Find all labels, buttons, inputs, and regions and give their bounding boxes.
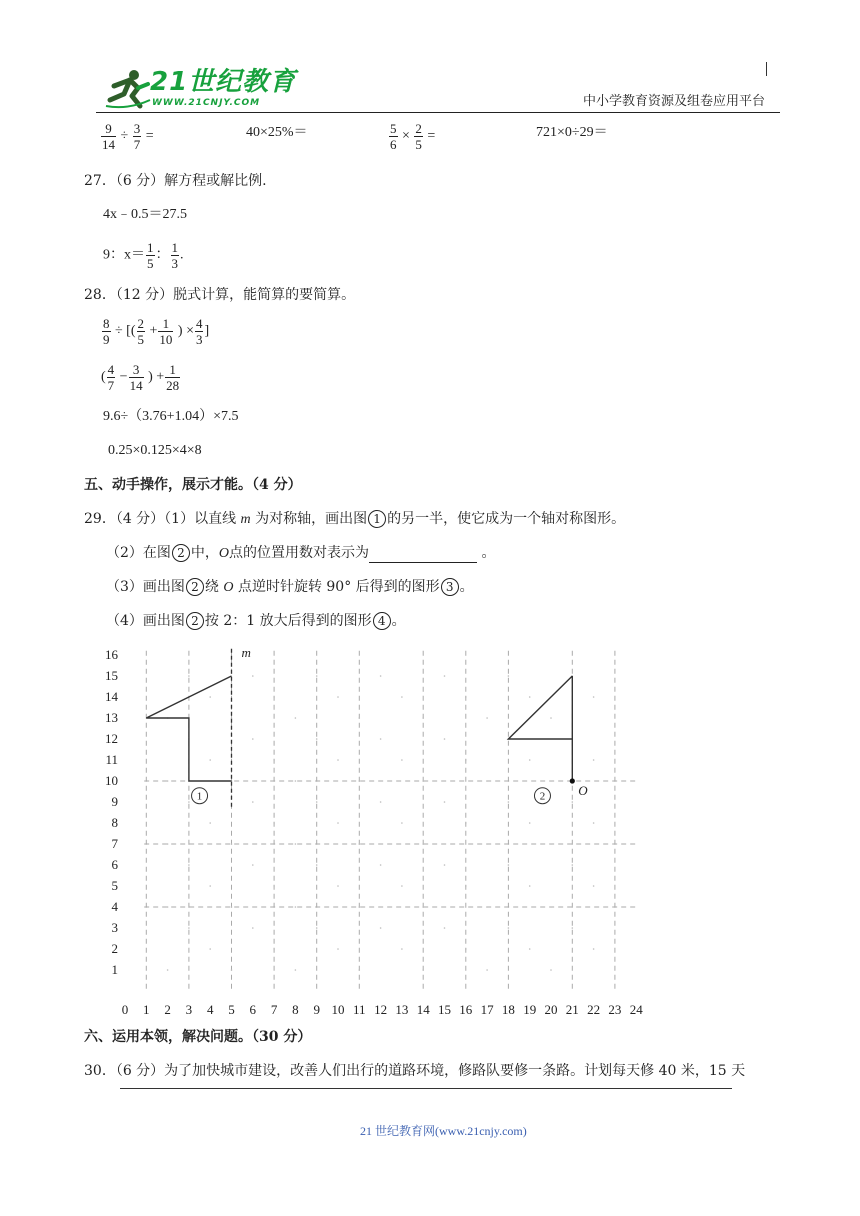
q30-text: 30．（6 分）为了加快城市建设，改善人们出行的道路环境，修路队要修一条路。计划每天修 40 米，15 天: [84, 1063, 746, 1079]
grid-dot: [465, 885, 467, 887]
section-5-title: 五、动手操作，展示才能。（4 分）: [84, 477, 302, 493]
grid-dot: [209, 885, 211, 887]
grid-dot: [252, 738, 254, 740]
grid-dot: [529, 885, 531, 887]
x-tick-label: 22: [587, 1002, 601, 1017]
y-tick-label: 9: [111, 794, 118, 809]
grid-dot: [422, 780, 424, 782]
grid-dot: [209, 759, 211, 761]
x-tick-label: 18: [501, 1002, 515, 1017]
x-tick-label: 1: [143, 1002, 150, 1017]
grid-dot: [380, 801, 382, 803]
x-tick-label: 9: [313, 1002, 320, 1017]
grid-dot: [337, 948, 339, 950]
y-tick-label: 7: [111, 836, 118, 851]
x-tick-label: 12: [374, 1002, 388, 1017]
grid-dot: [359, 906, 361, 908]
y-tick-label: 5: [111, 878, 118, 893]
q27-equation-2: 9：x＝ $\frac{1}{5}$ ： $\frac{1}{3}$ .: [103, 240, 184, 271]
grid-dot: [444, 675, 446, 677]
y-tick-label: 14: [105, 689, 118, 704]
grid-dot: [529, 759, 531, 761]
runner-logo-icon: [104, 66, 152, 110]
x-tick-label: 6: [249, 1002, 257, 1017]
grid-dot: [529, 696, 531, 698]
grid-dot: [316, 738, 318, 740]
grid-dot: [295, 969, 297, 971]
answer-blank[interactable]: [369, 548, 477, 563]
grid-dot: [550, 843, 552, 845]
point-o: [570, 778, 575, 783]
grid-dot: [167, 780, 169, 782]
grid-dot: [508, 864, 510, 866]
grid-dot: [486, 717, 488, 719]
x-tick-label: 20: [544, 1002, 558, 1017]
q28-expression-4: 0.25×0.125×4×8: [108, 443, 202, 458]
x-tick-label: 19: [523, 1002, 537, 1017]
q29-part-1: 29．（4 分）（1）以直线 m 为对称轴，画出图 1 的另一半，使它成为一个轴对称图形。: [84, 511, 626, 527]
y-tick-label: 11: [105, 752, 118, 767]
q29-part-2: （2）在图 2 中，O点的位置用数对表示为 。: [106, 545, 496, 561]
q27-title: 27．（6 分）解方程或解比例.: [84, 173, 267, 189]
grid-dot: [401, 822, 403, 824]
x-tick-label: 11: [353, 1002, 366, 1017]
grid-dot: [316, 864, 318, 866]
grid-dot: [252, 675, 254, 677]
x-tick-label: 16: [459, 1002, 473, 1017]
grid-dot: [167, 969, 169, 971]
footer-text: 21 世纪教育网(www.21cnjy.com): [360, 1124, 527, 1138]
q28-title: 28．（12 分）脱式计算，能简算的要简算。: [84, 287, 356, 303]
grid-dot: [401, 696, 403, 698]
grid-dot: [359, 780, 361, 782]
grid-dot: [188, 675, 190, 677]
grid-dot: [422, 717, 424, 719]
grid-dot: [593, 759, 595, 761]
figure-2: [508, 676, 572, 739]
grid-dot: [529, 948, 531, 950]
grid-dot: [422, 906, 424, 908]
grid-dot: [380, 927, 382, 929]
logo-name: 21世纪教育: [150, 67, 297, 97]
grid-dot: [252, 801, 254, 803]
q29-part-4: （4）画出图 2 按 2：1 放大后得到的图形 4 。: [106, 613, 406, 629]
grid-dot: [167, 906, 169, 908]
y-tick-label: 6: [111, 857, 118, 872]
q26-item-4: 721×0÷29＝: [536, 125, 608, 140]
grid-dot: [252, 864, 254, 866]
x-tick-label: 21: [565, 1002, 579, 1017]
q26-item-3: $\frac{5}{6}$ × $\frac{2}{5}$ =: [390, 121, 436, 152]
x-tick-label: 24: [629, 1002, 643, 1017]
y-tick-label: 13: [105, 710, 118, 725]
x-tick-label: 8: [292, 1002, 299, 1017]
grid-dot: [444, 864, 446, 866]
grid-dot: [252, 927, 254, 929]
y-tick-label: 2: [111, 941, 118, 956]
grid-dot: [209, 822, 211, 824]
grid-dot: [295, 780, 297, 782]
x-tick-label: 14: [416, 1002, 430, 1017]
grid-dot: [550, 780, 552, 782]
grid-dot: [593, 885, 595, 887]
q28-expression-2: ( $\frac{4}{7}$ − $\frac{3}{14}$ ) + $\frac{1}{28}$: [101, 362, 180, 393]
grid-dot: [209, 696, 211, 698]
header: [0, 0, 860, 115]
y-tick-label: 4: [111, 899, 118, 914]
grid-dot: [529, 822, 531, 824]
grid-dot: [593, 948, 595, 950]
x-tick-label: 2: [164, 1002, 171, 1017]
grid-dot: [444, 927, 446, 929]
y-tick-label: 12: [105, 731, 118, 746]
q26-item-2: 40×25%＝: [246, 125, 308, 140]
grid-dot: [337, 759, 339, 761]
grid-dot: [231, 906, 233, 908]
grid-dot: [422, 843, 424, 845]
grid-dot: [486, 969, 488, 971]
q26-item-1: $\frac{9}{14}$ ÷ $\frac{3}{7}$ =: [102, 121, 154, 152]
grid-dot: [295, 906, 297, 908]
x-tick-label: 5: [228, 1002, 235, 1017]
grid-dot: [295, 717, 297, 719]
line-m-label: m: [241, 645, 251, 660]
grid-dot: [401, 885, 403, 887]
grid-dot: [444, 738, 446, 740]
grid-dot: [188, 927, 190, 929]
grid-dot: [572, 801, 574, 803]
x-tick-label: 23: [608, 1002, 622, 1017]
grid-dot: [401, 759, 403, 761]
x-tick-label: 15: [438, 1002, 451, 1017]
grid-dot: [465, 759, 467, 761]
grid-dot: [231, 717, 233, 719]
grid-dot: [486, 843, 488, 845]
grid-dot: [508, 675, 510, 677]
grid-dot: [422, 969, 424, 971]
coordinate-grid: [96, 640, 656, 1020]
y-tick-label: 3: [111, 920, 118, 935]
grid-dot: [593, 696, 595, 698]
platform-name: 中小学教育资源及组卷应用平台: [583, 94, 766, 109]
x-tick-label: 4: [206, 1002, 214, 1017]
x-tick-label: 7: [270, 1002, 278, 1017]
q28-expression-3: 9.6÷（3.76+1.04）×7.5: [103, 409, 239, 424]
grid-dot: [337, 696, 339, 698]
x-tick-label: 10: [331, 1002, 345, 1017]
grid-dot: [359, 969, 361, 971]
grid-dot: [508, 801, 510, 803]
figure-2-label: 2: [539, 790, 546, 803]
point-o-label: O: [578, 783, 588, 798]
grid-dot: [273, 759, 275, 761]
grid-dot: [444, 801, 446, 803]
y-tick-label: 15: [105, 668, 118, 683]
x-tick-label: 17: [480, 1002, 494, 1017]
grid-dot: [188, 801, 190, 803]
footer-rule: [120, 1088, 732, 1089]
x-tick-label: 13: [395, 1002, 409, 1017]
logo-url: WWW.21CNJY.COM: [152, 98, 261, 108]
y-tick-label: 16: [105, 647, 118, 662]
grid-dot: [572, 864, 574, 866]
grid-dot: [231, 843, 233, 845]
x-tick-label: 0: [121, 1002, 129, 1017]
grid-dot: [508, 927, 510, 929]
grid-dot: [295, 843, 297, 845]
grid-dot: [550, 906, 552, 908]
y-tick-label: 10: [105, 773, 118, 788]
grid-dot: [380, 675, 382, 677]
grid-dot: [359, 843, 361, 845]
grid-dot: [593, 822, 595, 824]
q27-equation-1: 4x﹣0.5＝27.5: [103, 207, 187, 222]
grid-dot: [465, 822, 467, 824]
grid-dot: [465, 696, 467, 698]
section-6-title: 六、运用本领，解决问题。（30 分）: [84, 1029, 312, 1045]
grid-dot: [209, 948, 211, 950]
grid-dot: [486, 906, 488, 908]
grid-dot: [273, 822, 275, 824]
x-tick-label: 3: [185, 1002, 193, 1017]
header-rule: [96, 112, 780, 113]
grid-dot: [359, 717, 361, 719]
grid-dot: [231, 969, 233, 971]
grid-dot: [316, 675, 318, 677]
grid-dot: [572, 927, 574, 929]
header-tick: [766, 62, 767, 76]
grid-dot: [273, 885, 275, 887]
grid-dot: [337, 822, 339, 824]
grid-dot: [167, 843, 169, 845]
grid-dot: [273, 948, 275, 950]
grid-dot: [486, 780, 488, 782]
grid-dot: [337, 885, 339, 887]
figure-1-label: 1: [196, 790, 203, 803]
grid-dot: [401, 948, 403, 950]
grid-dot: [273, 696, 275, 698]
y-tick-label: 8: [111, 815, 118, 830]
grid-dot: [188, 864, 190, 866]
grid-dot: [380, 738, 382, 740]
q28-expression-1: $\frac{8}{9}$ ÷ [( $\frac{2}{5}$ + $\frac{1}{10}$ ) × $\frac{4}{3}$ ]: [103, 316, 210, 347]
grid-dot: [380, 864, 382, 866]
grid-dot: [316, 927, 318, 929]
grid-dot: [550, 717, 552, 719]
grid-dot: [465, 948, 467, 950]
grid-dot: [550, 969, 552, 971]
grid-dot: [316, 801, 318, 803]
q29-part-3: （3）画出图 2 绕 O 点逆时针旋转 90° 后得到的图形 3 。: [106, 579, 474, 595]
y-tick-label: 1: [111, 962, 118, 977]
